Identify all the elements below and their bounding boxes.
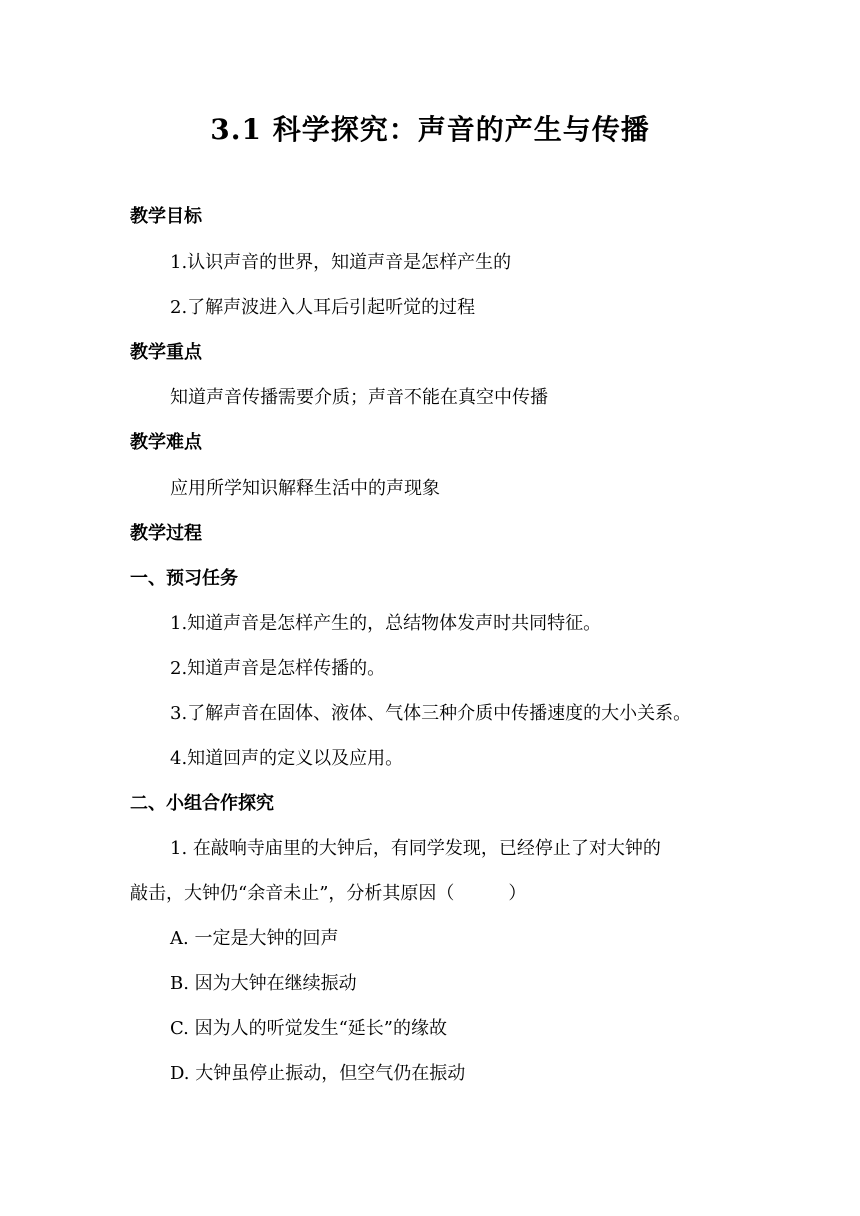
option-b: B. 因为大钟在继续振动 bbox=[170, 973, 357, 994]
option-c: C. 因为人的听觉发生“延长”的缘故 bbox=[170, 1018, 447, 1039]
goal-item: 2.了解声波进入人耳后引起听觉的过程 bbox=[170, 297, 476, 318]
section-heading-goals: 教学目标 bbox=[130, 206, 202, 227]
preview-item: 3.了解声音在固体、液体、气体三种介质中传播速度的大小关系。 bbox=[170, 703, 692, 724]
option-d: D. 大钟虽停止振动，但空气仍在振动 bbox=[170, 1063, 466, 1084]
section-heading-group-study: 二、小组合作探究 bbox=[130, 793, 274, 814]
key-points-text: 知道声音传播需要介质；声音不能在真空中传播 bbox=[170, 387, 548, 408]
preview-item: 4.知道回声的定义以及应用。 bbox=[170, 748, 404, 769]
question-text-line-1: 1. 在敲响寺庙里的大钟后，有同学发现，已经停止了对大钟的 bbox=[170, 838, 661, 859]
preview-item: 1.知道声音是怎样产生的，总结物体发声时共同特征。 bbox=[170, 613, 602, 634]
goal-item: 1.认识声音的世界，知道声音是怎样产生的 bbox=[170, 252, 512, 273]
option-a: A. 一定是大钟的回声 bbox=[170, 928, 339, 949]
preview-item: 2.知道声音是怎样传播的。 bbox=[170, 658, 386, 679]
section-heading-key-points: 教学重点 bbox=[130, 342, 202, 363]
section-heading-preview: 一、预习任务 bbox=[130, 568, 238, 589]
section-heading-process: 教学过程 bbox=[130, 523, 202, 544]
difficult-points-text: 应用所学知识解释生活中的声现象 bbox=[170, 478, 440, 499]
question-text-line-2: 敲击，大钟仍“余音未止”，分析其原因（ ） bbox=[130, 883, 527, 904]
document-title: 3.1 科学探究：声音的产生与传播 bbox=[210, 113, 650, 146]
section-heading-difficult-points: 教学难点 bbox=[130, 432, 202, 453]
